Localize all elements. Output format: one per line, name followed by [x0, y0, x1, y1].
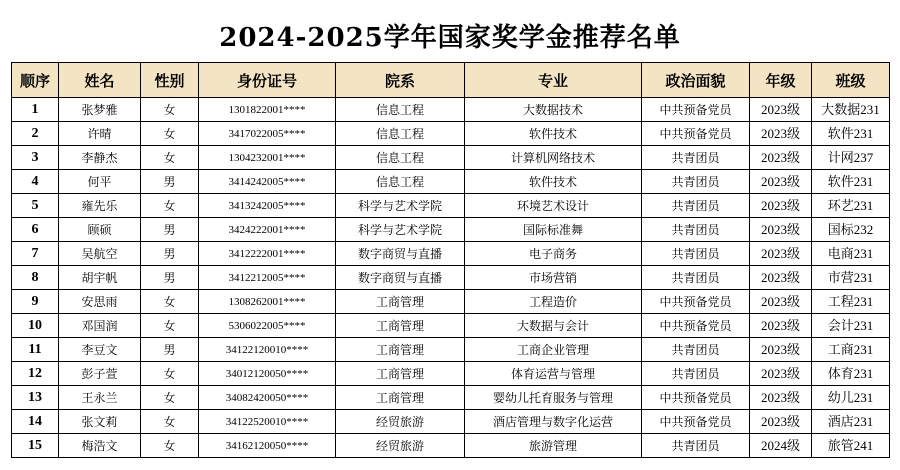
cell-department: 信息工程: [336, 170, 465, 194]
cell-major: 市场营销: [465, 266, 642, 290]
cell-department: 经贸旅游: [336, 434, 465, 458]
cell-gender: 女: [141, 434, 199, 458]
cell-name: 张梦雅: [59, 98, 141, 122]
cell-id-number: 3412212005****: [199, 266, 336, 290]
cell-political-status: 共青团员: [642, 266, 750, 290]
cell-department: 科学与艺术学院: [336, 194, 465, 218]
cell-name: 吴航空: [59, 242, 141, 266]
cell-name: 何平: [59, 170, 141, 194]
cell-political-status: 共青团员: [642, 170, 750, 194]
cell-political-status: 中共预备党员: [642, 410, 750, 434]
table-row: [12, 98, 890, 122]
cell-class: 工商231: [812, 338, 890, 362]
cell-id-number: 3412222001****: [199, 242, 336, 266]
page-title: 2024-2025学年国家奖学金推荐名单: [219, 23, 681, 53]
cell-department: 工商管理: [336, 290, 465, 314]
cell-class: 工程231: [812, 290, 890, 314]
cell-department: 数字商贸与直播: [336, 266, 465, 290]
cell-seq: 5: [12, 194, 59, 218]
cell-gender: 女: [141, 314, 199, 338]
cell-major: 旅游管理: [465, 434, 642, 458]
cell-department: 工商管理: [336, 386, 465, 410]
cell-name: 许晴: [59, 122, 141, 146]
cell-class: 电商231: [812, 242, 890, 266]
cell-class: 国标232: [812, 218, 890, 242]
cell-department: 信息工程: [336, 146, 465, 170]
cell-political-status: 中共预备党员: [642, 290, 750, 314]
cell-major: 体育运营与管理: [465, 362, 642, 386]
cell-grade: 2023级: [750, 218, 812, 242]
cell-name: 李静杰: [59, 146, 141, 170]
cell-major: 软件技术: [465, 170, 642, 194]
cell-seq: 7: [12, 242, 59, 266]
cell-seq: 12: [12, 362, 59, 386]
cell-name: 王永兰: [59, 386, 141, 410]
cell-gender: 女: [141, 98, 199, 122]
cell-name: 胡宇帆: [59, 266, 141, 290]
cell-grade: 2023级: [750, 242, 812, 266]
cell-grade: 2023级: [750, 98, 812, 122]
cell-seq: 8: [12, 266, 59, 290]
cell-major: 软件技术: [465, 122, 642, 146]
table-header-row: [12, 63, 890, 98]
header-grade: 年级: [750, 63, 812, 98]
cell-department: 工商管理: [336, 314, 465, 338]
cell-major: 婴幼儿托育服务与管理: [465, 386, 642, 410]
cell-seq: 9: [12, 290, 59, 314]
table-row: [12, 314, 890, 338]
cell-major: 酒店管理与数字化运营: [465, 410, 642, 434]
cell-name: 彭子萱: [59, 362, 141, 386]
table-row: [12, 266, 890, 290]
cell-department: 工商管理: [336, 362, 465, 386]
table-row: [12, 362, 890, 386]
table-body: [12, 98, 890, 458]
table-row: [12, 170, 890, 194]
cell-major: 工程造价: [465, 290, 642, 314]
table-row: [12, 122, 890, 146]
header-class: 班级: [812, 63, 890, 98]
cell-grade: 2023级: [750, 194, 812, 218]
cell-name: 张文莉: [59, 410, 141, 434]
cell-gender: 女: [141, 194, 199, 218]
cell-gender: 男: [141, 170, 199, 194]
cell-gender: 女: [141, 122, 199, 146]
header-gender: 性别: [141, 63, 199, 98]
cell-id-number: 3413242005****: [199, 194, 336, 218]
cell-class: 软件231: [812, 122, 890, 146]
cell-grade: 2023级: [750, 338, 812, 362]
cell-class: 旅管241: [812, 434, 890, 458]
cell-grade: 2023级: [750, 410, 812, 434]
cell-name: 雍先乐: [59, 194, 141, 218]
cell-class: 酒店231: [812, 410, 890, 434]
cell-gender: 男: [141, 218, 199, 242]
cell-political-status: 共青团员: [642, 338, 750, 362]
cell-gender: 女: [141, 410, 199, 434]
cell-seq: 15: [12, 434, 59, 458]
table-row: [12, 386, 890, 410]
cell-political-status: 共青团员: [642, 362, 750, 386]
cell-major: 电子商务: [465, 242, 642, 266]
cell-class: 市营231: [812, 266, 890, 290]
cell-name: 梅浩文: [59, 434, 141, 458]
cell-department: 数字商贸与直播: [336, 242, 465, 266]
cell-id-number: 34122120010****: [199, 338, 336, 362]
cell-political-status: 共青团员: [642, 434, 750, 458]
cell-seq: 14: [12, 410, 59, 434]
cell-department: 科学与艺术学院: [336, 218, 465, 242]
cell-id-number: 3424222001****: [199, 218, 336, 242]
cell-id-number: 3417022005****: [199, 122, 336, 146]
cell-political-status: 中共预备党员: [642, 386, 750, 410]
cell-seq: 11: [12, 338, 59, 362]
cell-gender: 男: [141, 242, 199, 266]
cell-class: 环艺231: [812, 194, 890, 218]
cell-department: 经贸旅游: [336, 410, 465, 434]
cell-major: 计算机网络技术: [465, 146, 642, 170]
cell-id-number: 5306022005****: [199, 314, 336, 338]
cell-id-number: 34082420050****: [199, 386, 336, 410]
cell-class: 软件231: [812, 170, 890, 194]
table-row: [12, 218, 890, 242]
table-row: [12, 146, 890, 170]
header-department: 院系: [336, 63, 465, 98]
cell-political-status: 中共预备党员: [642, 314, 750, 338]
cell-name: 安思雨: [59, 290, 141, 314]
cell-class: 体育231: [812, 362, 890, 386]
cell-name: 李豆文: [59, 338, 141, 362]
cell-id-number: 34162120050****: [199, 434, 336, 458]
cell-name: 顾硕: [59, 218, 141, 242]
cell-grade: 2023级: [750, 362, 812, 386]
cell-class: 大数据231: [812, 98, 890, 122]
table-row: [12, 410, 890, 434]
cell-id-number: 1308262001****: [199, 290, 336, 314]
cell-political-status: 中共预备党员: [642, 122, 750, 146]
cell-grade: 2023级: [750, 290, 812, 314]
cell-seq: 6: [12, 218, 59, 242]
table-row: [12, 194, 890, 218]
cell-grade: 2023级: [750, 146, 812, 170]
cell-political-status: 中共预备党员: [642, 98, 750, 122]
cell-grade: 2023级: [750, 386, 812, 410]
cell-department: 工商管理: [336, 338, 465, 362]
cell-id-number: 3414242005****: [199, 170, 336, 194]
cell-political-status: 共青团员: [642, 194, 750, 218]
cell-class: 会计231: [812, 314, 890, 338]
header-political-status: 政治面貌: [642, 63, 750, 98]
table-row: [12, 434, 890, 458]
cell-gender: 女: [141, 362, 199, 386]
cell-major: 大数据与会计: [465, 314, 642, 338]
header-major: 专业: [465, 63, 642, 98]
cell-id-number: 34012120050****: [199, 362, 336, 386]
cell-department: 信息工程: [336, 122, 465, 146]
header-seq: 顺序: [12, 63, 59, 98]
cell-seq: 4: [12, 170, 59, 194]
cell-gender: 男: [141, 338, 199, 362]
cell-major: 环境艺术设计: [465, 194, 642, 218]
header-name: 姓名: [59, 63, 141, 98]
table-row: [12, 290, 890, 314]
cell-grade: 2024级: [750, 434, 812, 458]
cell-seq: 2: [12, 122, 59, 146]
table-row: [12, 338, 890, 362]
scholarship-table: [11, 62, 890, 458]
cell-seq: 3: [12, 146, 59, 170]
header-id-number: 身份证号: [199, 63, 336, 98]
cell-name: 邓国润: [59, 314, 141, 338]
cell-seq: 10: [12, 314, 59, 338]
cell-id-number: 1301822001****: [199, 98, 336, 122]
cell-id-number: 34122520010****: [199, 410, 336, 434]
cell-department: 信息工程: [336, 98, 465, 122]
cell-major: 工商企业管理: [465, 338, 642, 362]
table-row: [12, 242, 890, 266]
cell-political-status: 共青团员: [642, 218, 750, 242]
cell-grade: 2023级: [750, 314, 812, 338]
cell-gender: 女: [141, 386, 199, 410]
cell-political-status: 共青团员: [642, 242, 750, 266]
cell-id-number: 1304232001****: [199, 146, 336, 170]
cell-political-status: 共青团员: [642, 146, 750, 170]
cell-seq: 13: [12, 386, 59, 410]
cell-class: 幼儿231: [812, 386, 890, 410]
cell-gender: 女: [141, 146, 199, 170]
cell-class: 计网237: [812, 146, 890, 170]
cell-grade: 2023级: [750, 170, 812, 194]
cell-major: 国际标准舞: [465, 218, 642, 242]
cell-grade: 2023级: [750, 266, 812, 290]
cell-gender: 女: [141, 290, 199, 314]
cell-grade: 2023级: [750, 122, 812, 146]
cell-seq: 1: [12, 98, 59, 122]
cell-gender: 男: [141, 266, 199, 290]
cell-major: 大数据技术: [465, 98, 642, 122]
